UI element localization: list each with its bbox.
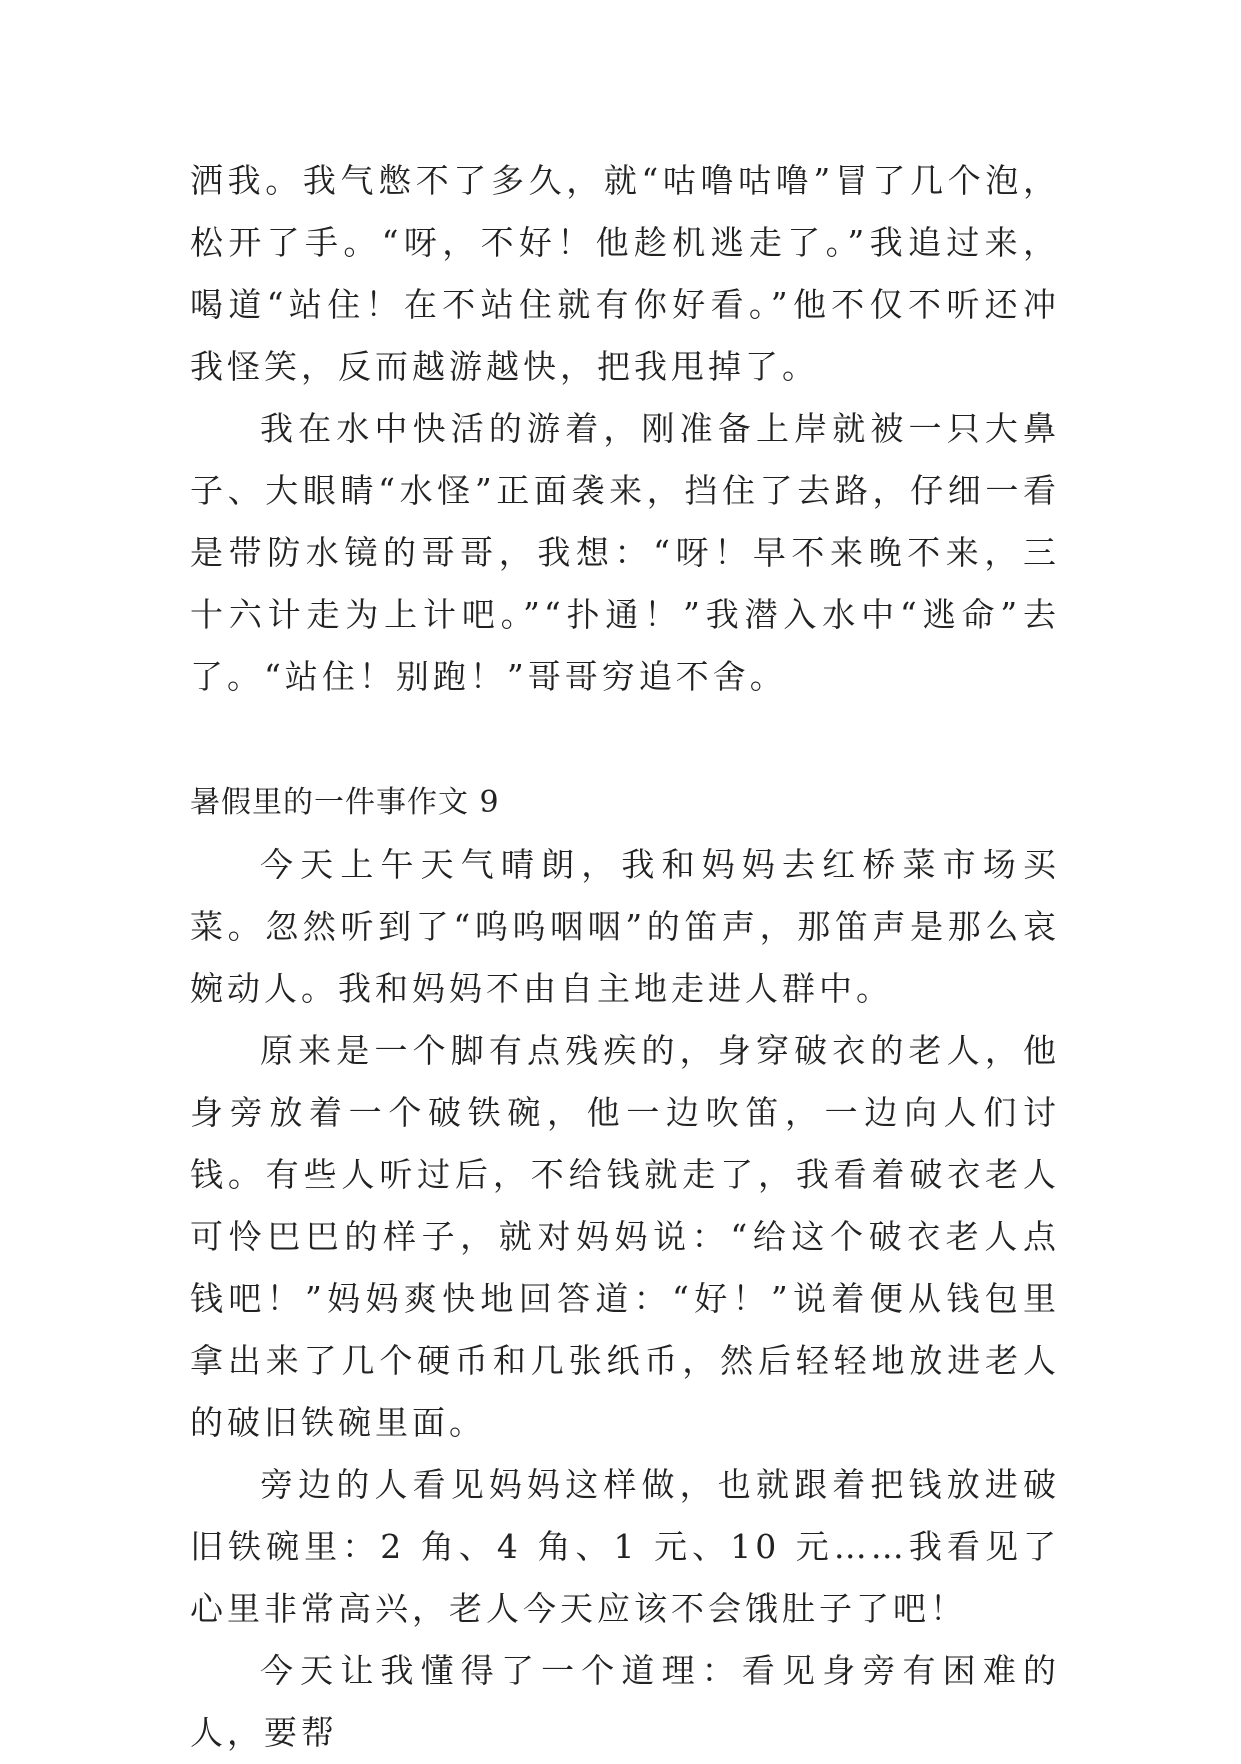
paragraph-4: 原来是一个脚有点残疾的，身穿破衣的老人，他身旁放着一个破铁碗，他一边吹笛，一边向人们讨钱。有些人听过后，不给钱就走了，我看着破衣老人可怜巴巴的样子，就对妈妈说：“给这个破衣老人点钱吧！”妈妈爽快地回答道：“好！”说着便从钱包里拿出来了几个硬币和几张纸币，然后轻轻地放进老人的破旧铁碗里面。 <box>190 1031 1060 1442</box>
paragraph-3: 今天上午天气晴朗，我和妈妈去红桥菜市场买菜。忽然听到了“呜呜咽咽”的笛声，那笛声是那么哀婉动人。我和妈妈不由自主地走进人群中。 <box>190 845 1060 1008</box>
paragraph-2: 我在水中快活的游着，刚准备上岸就被一只大鼻子、大眼睛“水怪”正面袭来，挡住了去路，仔细一看是带防水镜的哥哥，我想：“呀！早不来晚不来，三十六计走为上计吧。”“扑通！”我潜入水中“逃命”去了。“站住！别跑！”哥哥穷追不舍。 <box>190 409 1060 696</box>
section-heading: 暑假里的一件事作文 9 <box>190 785 500 820</box>
section-gap <box>190 708 1060 772</box>
paragraph-1: 洒我。我气憋不了多久，就“咕噜咕噜”冒了几个泡，松开了手。“呀，不好！他趁机逃走了。”我追过来，喝道“站住！在不站住就有你好看。”他不仅不听还冲我怪笑，反而越游越快，把我甩掉了。 <box>190 161 1060 386</box>
document-page <box>190 150 1060 1764</box>
paragraph-6: 今天让我懂得了一个道理：看见身旁有困难的人，要帮 <box>190 1651 1060 1752</box>
paragraph-5: 旁边的人看见妈妈这样做，也就跟着把钱放进破旧铁碗里：2 角、4 角、1 元、10 元……我看见了心里非常高兴，老人今天应该不会饿肚子了吧！ <box>190 1465 1060 1628</box>
